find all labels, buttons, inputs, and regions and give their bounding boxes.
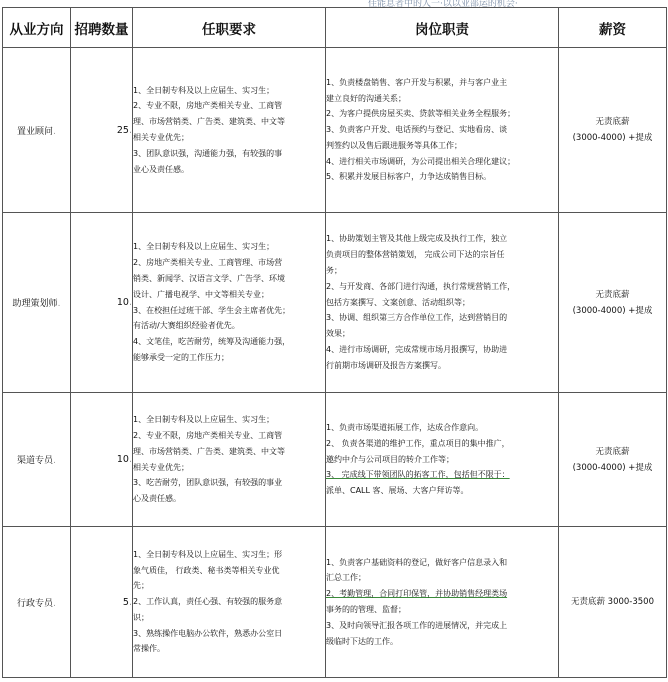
salary-cell (559, 393, 667, 527)
requirement-line: 先； (133, 581, 149, 591)
count-cell: 5. (71, 527, 133, 678)
header-duties: 岗位职责 (326, 8, 559, 48)
salary-line: (3000-4000) +提成 (572, 305, 653, 316)
requirement-line: 相关专业优先； (133, 133, 189, 142)
requirement-line: 3、团队意识强，沟通能力强，有较强的事 (133, 148, 283, 158)
requirement-line: 业心及责任感。 (133, 164, 189, 174)
requirements-cell (133, 393, 326, 527)
duties-cell (326, 393, 559, 527)
table-header-row (3, 8, 667, 48)
duty-line: 级临时下达的工作。 (326, 636, 398, 646)
count-cell: 10. (71, 213, 133, 393)
requirement-line: 1、全日制专科及以上应届生、实习生；形 (133, 549, 283, 559)
requirement-line: 1、全日制专科及以上应届生、实习生； (133, 85, 275, 95)
requirement-line: 2、工作认真，责任心强、有较强的服务意 (133, 597, 283, 607)
salary-line: 无责底薪 (595, 117, 630, 127)
header-requirements: 任职要求 (133, 8, 326, 48)
salary-line: 无责底薪 (595, 289, 630, 300)
duties-cell (326, 213, 559, 393)
duty-line: 3、及时向领导汇报各项工作的进展情况，并完成上 (326, 620, 508, 630)
table-row (3, 527, 667, 678)
duty-line: 汇总工作； (326, 573, 366, 583)
duty-line: 建立良好的沟通关系； (326, 93, 406, 103)
table-row (3, 48, 667, 213)
duty-line: 3、负责客户开发、电话预约与登记、实地看房、谈 (326, 125, 508, 135)
position-cell: 置业顾问. (3, 48, 71, 213)
salary-line: 无责底薪 (595, 446, 630, 457)
requirement-line: 识； (133, 612, 149, 622)
requirement-line: 4、文笔佳，吃苦耐劳，统筹及沟通能力强， (133, 337, 291, 347)
position-cell: 助理策划师. (3, 213, 71, 393)
salary-line: 无责底薪 3000-3500 (570, 597, 655, 607)
duty-line: 1、负责客户基础资料的登记，做好客户信息录入和 (326, 557, 508, 567)
duty-line: 2、为客户提供房屋买卖、贷款等相关业务全程服务； (326, 109, 516, 119)
requirement-line: 2、专业不限，房地产类相关专业、工商管 (133, 101, 283, 111)
salary-line: (3000-4000) +提成 (572, 133, 653, 143)
requirement-line: 3、在校担任过班干部、学生会主席者优先； (133, 305, 291, 315)
salary-cell (559, 527, 667, 678)
requirement-line: 相关专业优先； (133, 462, 189, 472)
requirement-line: 3、吃苦耐劳，团队意识强，有较强的事业 (133, 478, 283, 488)
salary-line: (3000-4000) +提成 (572, 462, 653, 473)
requirement-line: 1、全日制专科及以上应届生、实习生； (133, 242, 275, 252)
salary-cell (559, 48, 667, 213)
duty-line: 4、进行相关市场调研，为公司提出相关合理化建议； (326, 156, 516, 166)
requirement-line: 理、市场营销类、广告类、建筑类、中文等 (133, 117, 285, 127)
requirement-line: 能够承受一定的工作压力； (133, 352, 229, 362)
duty-line: 包括方案撰写、文案创意、活动组织等； (326, 297, 470, 307)
requirements-cell (133, 213, 326, 393)
duty-line: 2、考勤管理，合同打印保管，并协助销售经理类场 (326, 589, 508, 599)
requirement-line: 常操作。 (133, 644, 165, 654)
requirement-line: 2、房地产类相关专业、工商管理、市场营 (133, 258, 283, 268)
top-note: 佳能息者中的人一·以以业部运的机会· (368, 0, 518, 9)
duty-line: 2、与开发商、各部门进行沟通，执行常规营销工作， (326, 281, 516, 291)
duties-cell (326, 48, 559, 213)
table-row (3, 213, 667, 393)
requirement-line: 销类、新闻学、汉语言文学、广告学、环境 (133, 273, 285, 283)
requirement-line: 理、市场营销类、广告类、建筑类、中文等 (133, 446, 285, 456)
duty-line: 行前期市场调研及报告方案撰写。 (326, 360, 446, 370)
duty-line: 4、进行市场调研，完成常规市场月报撰写，协助进 (326, 344, 508, 354)
header-count: 招聘数量 (71, 8, 133, 48)
header-salary: 薪资 (559, 8, 667, 48)
duty-line: 负责项目的整体营销策划， 完成公司下达的宗旨任 (326, 250, 505, 260)
header-position: 从业方向 (3, 8, 71, 48)
requirements-cell (133, 527, 326, 678)
requirement-line: 1、全日制专科及以上应届生、实习生； (133, 415, 275, 425)
duty-line: 2、 负责各渠道的维护工作，重点项目的集中推广， (326, 438, 510, 448)
duty-line: 5、积累并发展目标客户，力争达成销售目标。 (326, 172, 492, 182)
duty-line: 3、 完成线下带领团队的拓客工作，包括但不限于： (326, 470, 510, 480)
position-cell: 行政专员. (3, 527, 71, 678)
duty-line: 邀约中介与公司项目的转介工作等； (326, 454, 454, 464)
duty-line: 效果； (326, 329, 350, 339)
salary-cell (559, 213, 667, 393)
duty-line: 事务的的管理、监督； (326, 605, 406, 614)
duty-line: 务； (326, 266, 342, 275)
requirement-line: 心及责任感。 (133, 494, 181, 504)
duty-line: 1、协助策划主管及其他上级完成及执行工作，独立 (326, 234, 508, 244)
requirement-line: 象气质佳， 行政类、秘书类等相关专业优 (133, 565, 280, 575)
requirement-line: 设计、广播电视学、中文等相关专业； (133, 289, 269, 299)
requirement-line: 3、熟练操作电脑办公软件，熟悉办公室日 (133, 628, 283, 638)
duty-line: 判签约以及售后跟进服务等具体工作； (326, 140, 462, 150)
duty-line: 派单、CALL 客、展场、大客户拜访等。 (326, 486, 469, 496)
requirement-line: 有活动/大赛组织经验者优先。 (133, 321, 240, 331)
requirements-cell (133, 48, 326, 213)
position-cell: 渠道专员. (3, 393, 71, 527)
table-row (3, 393, 667, 527)
duties-cell (326, 527, 559, 678)
count-cell: 10. (71, 393, 133, 527)
recruitment-table (2, 7, 667, 678)
count-cell: 25. (71, 48, 133, 213)
requirement-line: 2、专业不限，房地产类相关专业、工商管 (133, 430, 283, 440)
duty-line: 1、负责楼盘销售、客户开发与积累，并与客户业主 (326, 77, 508, 87)
duty-line: 3、协调、组织第三方合作单位工作，达到营销目的 (326, 313, 508, 323)
duty-line: 1、负责市场渠道拓展工作，达成合作意向。 (326, 423, 484, 432)
